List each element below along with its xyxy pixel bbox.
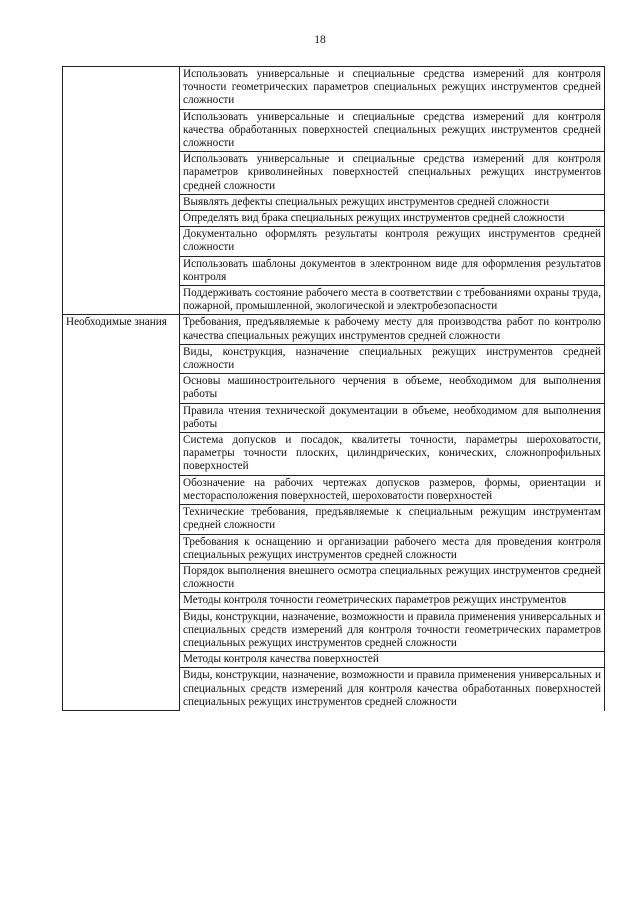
requirement-item: Использовать универсальные и специальные средства измерений для контроля качества обработанных поверхностей специальных режущих инструментов средней сложности [180,109,605,152]
requirement-item: Требования, предъявляемые к рабочему месту для производства работ по контролю качества специальных режущих инструментов средней сложности [180,315,605,344]
requirement-item: Использовать универсальные и специальные средства измерений для контроля параметров криволинейных поверхностей специальных режущих инструментов средней сложности [180,152,605,195]
requirement-item: Технические требования, предъявляемые к специальным режущим инструментам средней сложности [180,505,605,534]
requirement-item: Виды, конструкции, назначение, возможности и правила применения универсальных и специальных средств измерений для контроля точности геометрических параметров специальных режущих инструментов средней сложности [180,609,605,652]
requirement-item: Методы контроля качества поверхностей [180,652,605,668]
table-row [63,67,605,110]
requirement-item: Порядок выполнения внешнего осмотра специальных режущих инструментов средней сложности [180,563,605,592]
table-row [63,315,605,344]
requirement-item: Основы машиностроительного черчения в объеме, необходимом для выполнения работы [180,374,605,403]
requirement-item: Выявлять дефекты специальных режущих инструментов средней сложности [180,194,605,210]
requirement-item: Виды, конструкции, назначение, возможности и правила применения универсальных и специальных средств измерений для контроля качества обработанных поверхностей специальных режущих инструментов средней сложности [180,668,605,711]
requirement-item: Виды, конструкция, назначение специальных режущих инструментов средней сложности [180,344,605,373]
requirement-item: Методы контроля точности геометрических параметров режущих инструментов [180,593,605,609]
requirement-item: Система допусков и посадок, квалитеты точности, параметры шероховатости, параметры точности плоских, цилиндрических, конических, сложнопрофильных поверхностей [180,433,605,476]
requirement-item: Использовать шаблоны документов в электронном виде для оформления результатов контроля [180,256,605,285]
section-label-knowledge: Необходимые знания [63,315,180,710]
requirement-item: Использовать универсальные и специальные средства измерений для контроля точности геометрических параметров специальных режущих инструментов средней сложности [180,67,605,110]
requirement-item: Правила чтения технической документации в объеме, необходимом для выполнения работы [180,403,605,432]
section-label-skills [63,67,180,315]
page-number: 18 [314,34,326,46]
requirement-item: Обозначение на рабочих чертежах допусков размеров, формы, ориентации и месторасположения поверхностей, шероховатости поверхностей [180,475,605,504]
requirement-item: Требования к оснащению и организации рабочего места для проведения контроля специальных режущих инструментов средней сложности [180,534,605,563]
competency-table [62,66,605,711]
requirement-item: Документально оформлять результаты контроля режущих инструментов средней сложности [180,227,605,256]
requirement-item: Определять вид брака специальных режущих инструментов средней сложности [180,211,605,227]
requirement-item: Поддерживать состояние рабочего места в соответствии с требованиями охраны труда, пожарной, промышленной, экологической и электробезопасности [180,286,605,315]
